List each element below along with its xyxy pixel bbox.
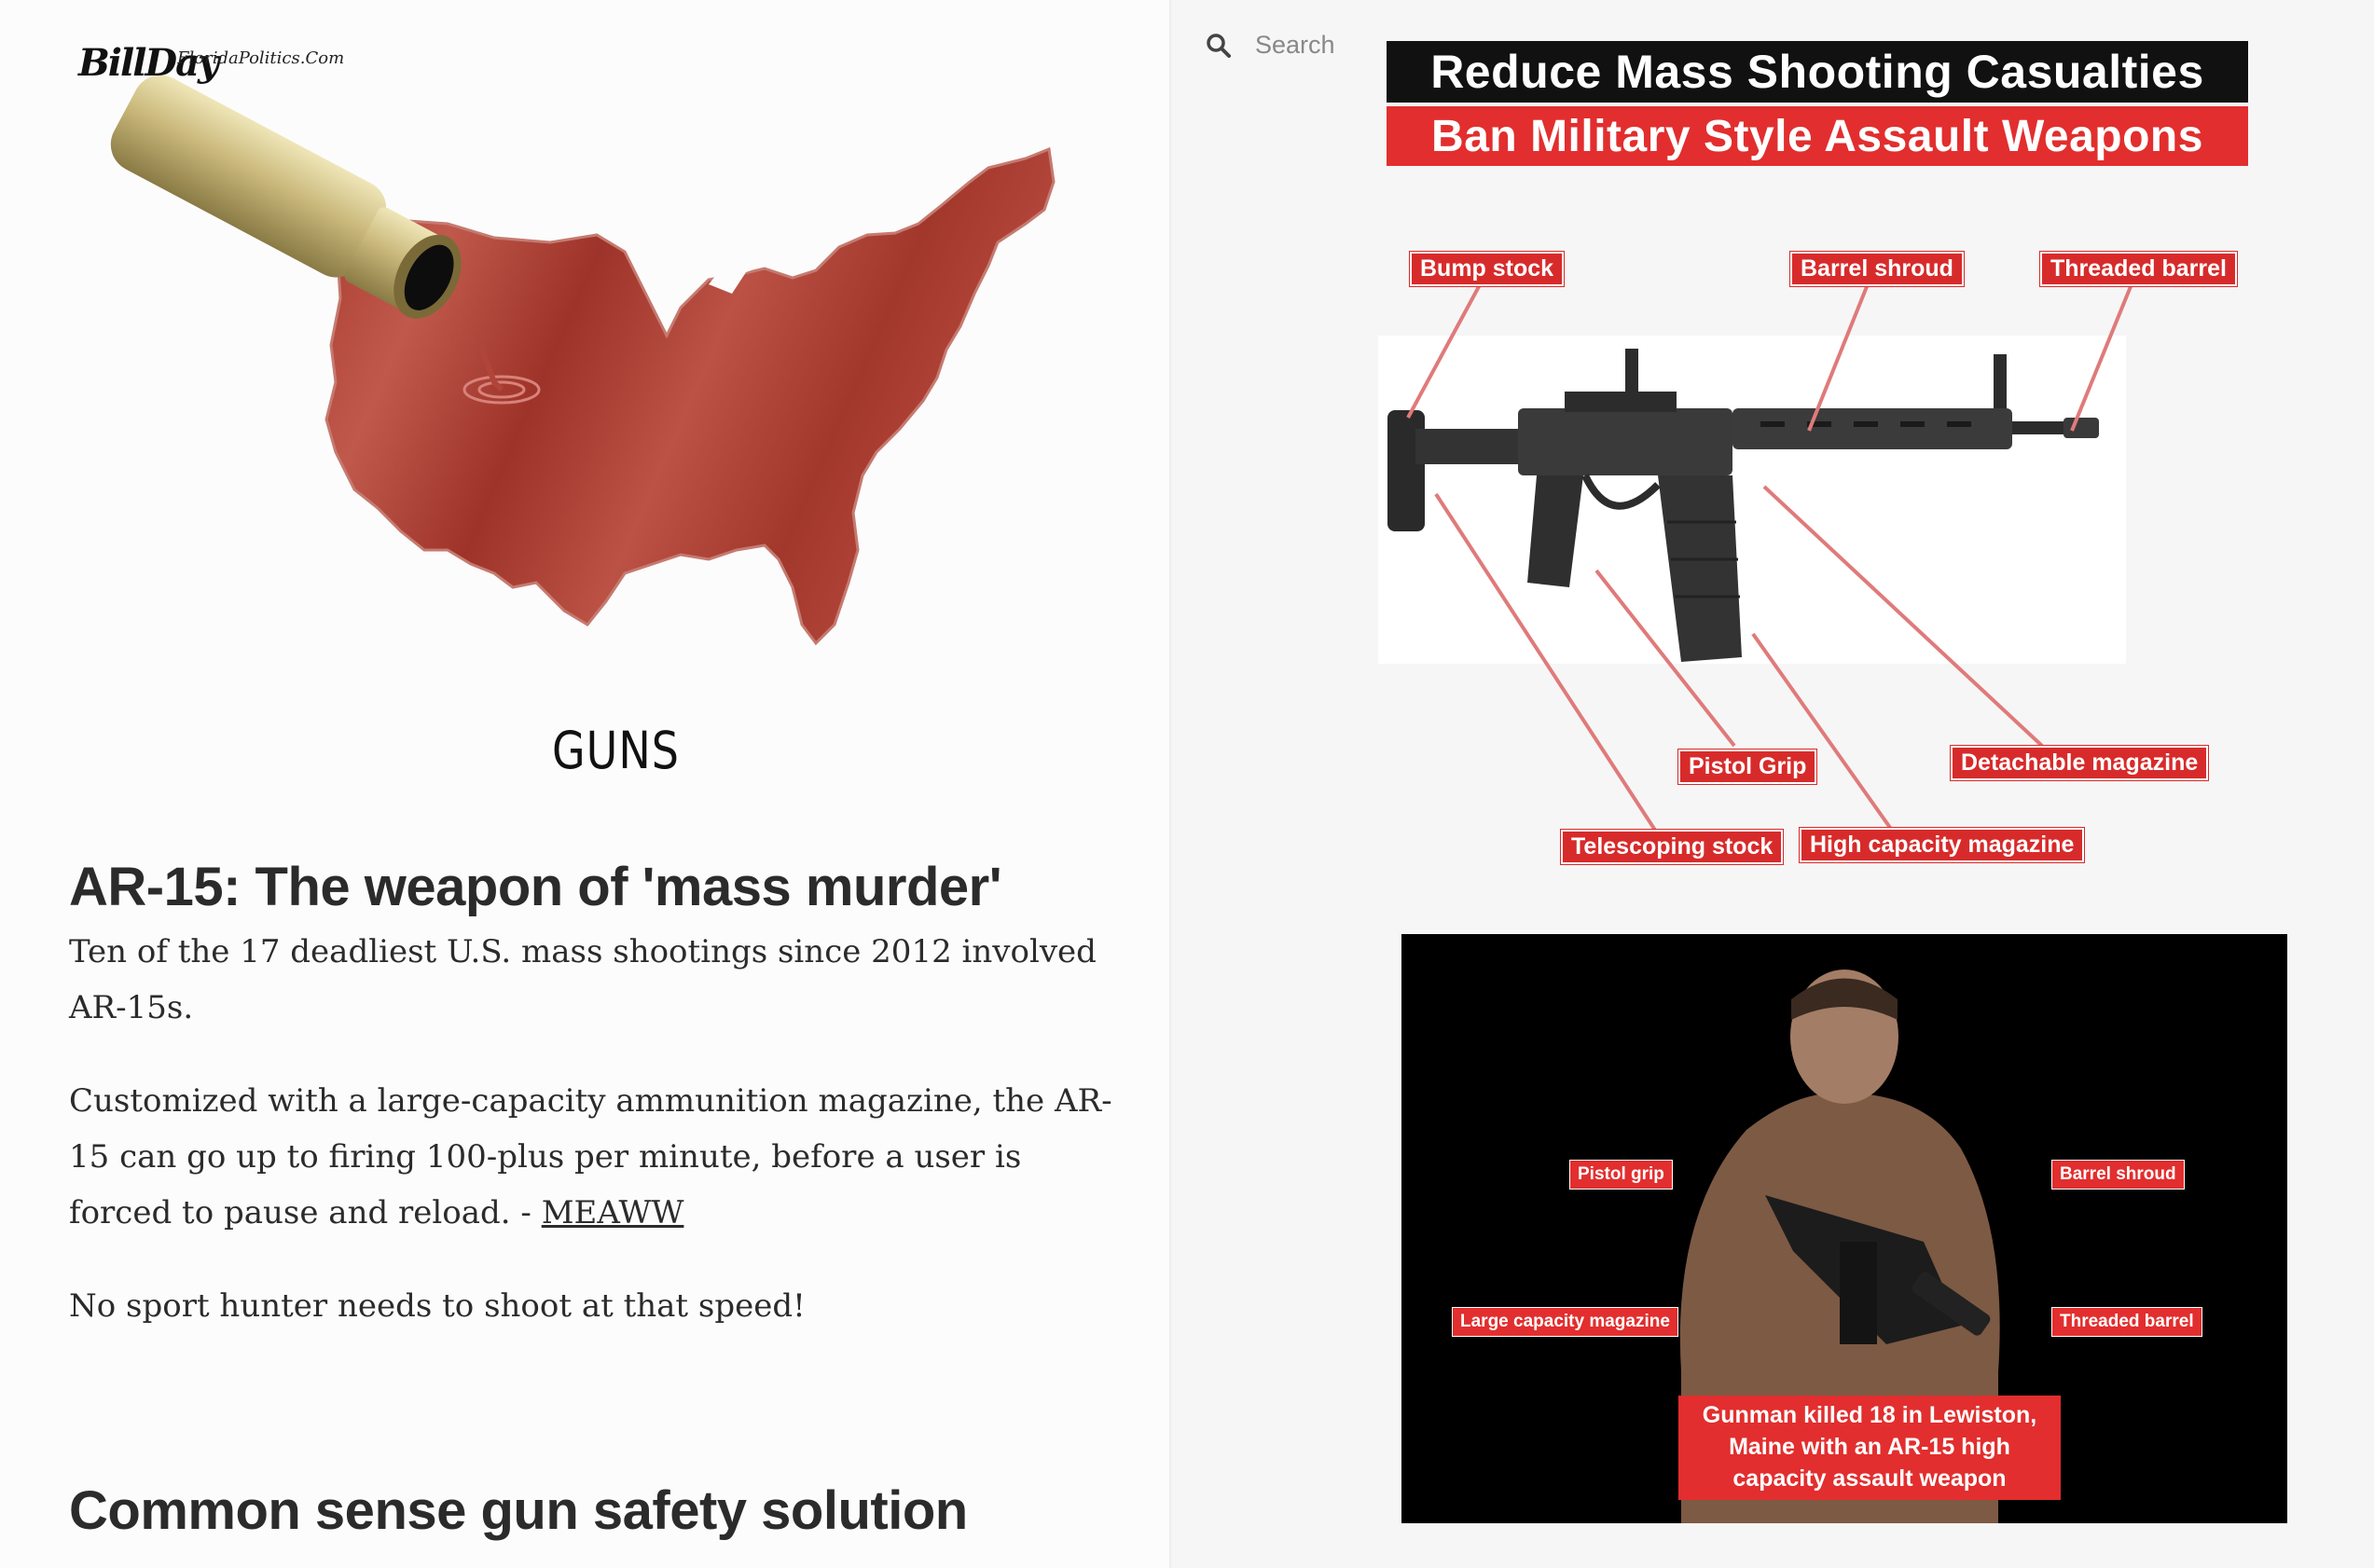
rifle-diagram: [1378, 336, 2126, 664]
callout-high-capacity-magazine: High capacity magazine: [1800, 828, 2084, 862]
photo-label-barrel-shroud: Barrel shroud: [2051, 1160, 2185, 1190]
callout-threaded-barrel: Threaded barrel: [2040, 252, 2237, 286]
poster-subheadline: Ban Military Style Assault Weapons: [1387, 106, 2248, 166]
meaww-source-link[interactable]: MEAWW: [541, 1194, 684, 1231]
callout-pistol-grip: Pistol Grip: [1678, 750, 1816, 784]
cartoon-illustration: [56, 28, 1091, 802]
search-icon[interactable]: [1205, 32, 1233, 60]
photo-label-large-capacity-magazine: Large capacity magazine: [1452, 1307, 1678, 1337]
poster-headline: Reduce Mass Shooting Casualties: [1387, 41, 2248, 103]
article-body: [69, 856, 1123, 1542]
callout-bump-stock: Bump stock: [1410, 252, 1564, 286]
article-paragraph-1: Ten of the 17 deadliest U.S. mass shootings since 2012 involved AR-15s.: [69, 933, 1097, 1026]
editorial-cartoon: [56, 28, 1091, 802]
section-heading: Common sense gun safety solution: [69, 1480, 968, 1541]
article-paragraph-2: [69, 1073, 1123, 1241]
photo-label-threaded-barrel: Threaded barrel: [2051, 1307, 2202, 1337]
article-heading: AR-15: The weapon of 'mass murder': [69, 857, 1002, 917]
cartoon-caption: GUNS: [552, 720, 680, 781]
photo-caption: Gunman killed 18 in Lewiston, Maine with an AR-15 high capacity assault weapon: [1678, 1396, 2061, 1500]
photo-label-pistol-grip: Pistol grip: [1569, 1160, 1673, 1190]
left-pane: [0, 0, 1169, 1568]
cartoon-site-credit: FloridaPolitics.Com: [177, 48, 345, 68]
cartoonist-signature: BillDay: [78, 41, 218, 85]
callout-telescoping-stock: Telescoping stock: [1561, 830, 1783, 864]
callout-detachable-magazine: Detachable magazine: [1951, 746, 2208, 780]
gunman-photo: [1401, 934, 2287, 1523]
callout-barrel-shroud: Barrel shroud: [1790, 252, 1964, 286]
paragraph-2-text: Customized with a large-capacity ammunition magazine, the AR-15 can go up to firing 100-plus per minute, before a user is forced to pause and reload. -: [69, 1082, 1112, 1231]
rifle-illustration: [1378, 336, 2126, 664]
article-paragraph-3: No sport hunter needs to shoot at that speed!: [69, 1287, 806, 1325]
